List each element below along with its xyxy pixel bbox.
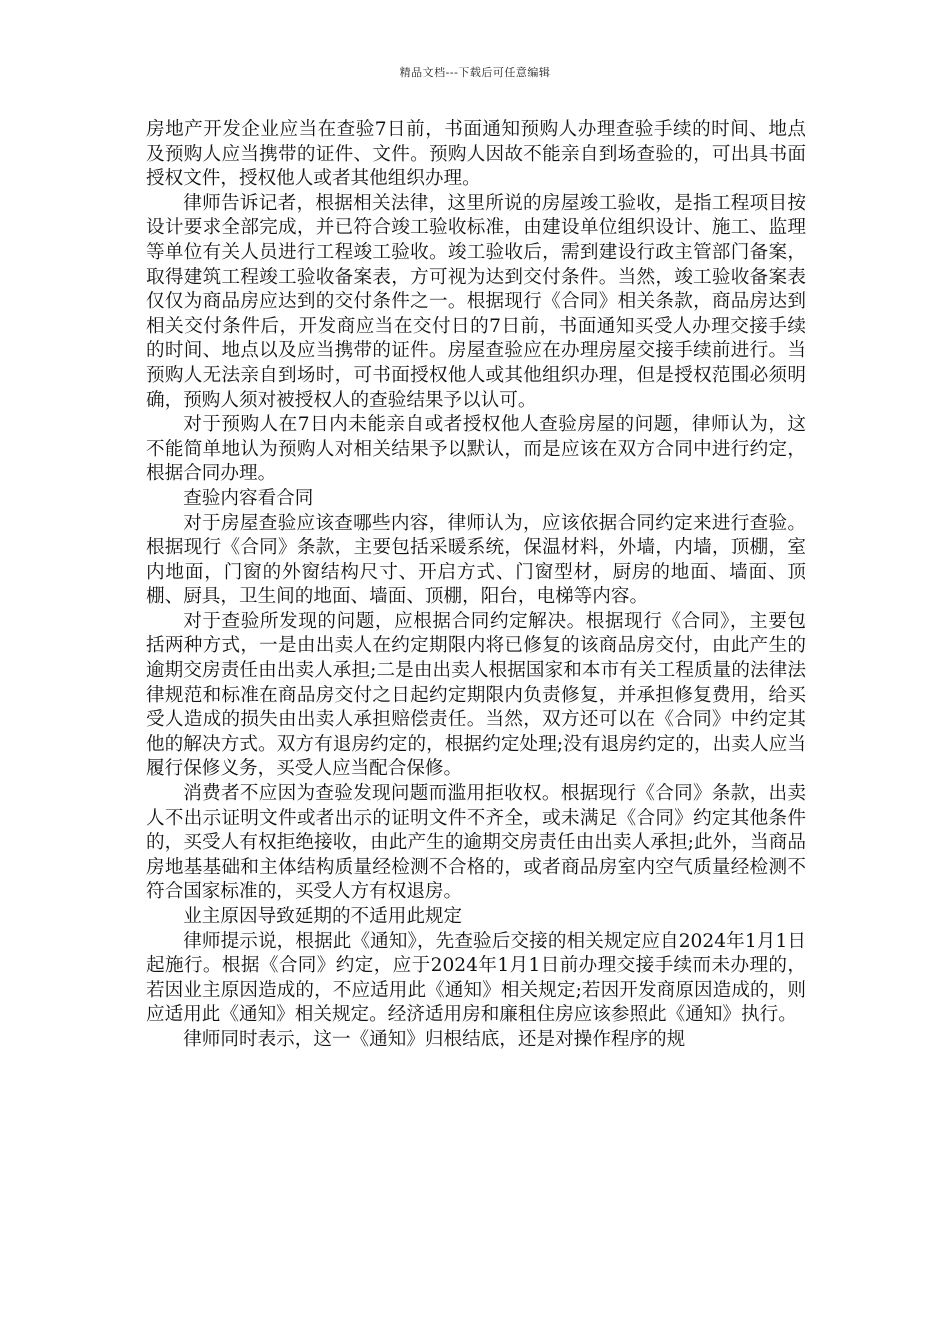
paragraph: 对于房屋查验应该查哪些内容，律师认为，应该依据合同约定来进行查验。根据现行《合同》条款，主要包括采暖系统，保温材料，外墙，内墙，顶棚，室内地面，门窗的外窗结构尺寸、开启方式、门窗型材，厨房的地面、墙面、顶棚、厨具，卫生间的地面、墙面、顶棚，阳台，电梯等内容。: [146, 512, 806, 608]
section-heading: 查验内容看合同: [183, 487, 314, 509]
paragraph: 律师告诉记者，根据相关法律，这里所说的房屋竣工验收，是指工程项目按设计要求全部完成，并已符合竣工验收标准，由建设单位组织设计、施工、监理等单位有关人员进行工程竣工验收。竣工验收后，需到建设行政主管部门备案，取得建筑工程竣工验收备案表，方可视为达到交付条件。当然，竣工验收备案表仅仅为商品房应达到的交付条件之一。根据现行《合同》相关条款，商品房达到相关交付条件后，开发商应当在交付日的7日前，书面通知买受人办理交接手续的时间、地点以及应当携带的证件。房屋查验应在办理房屋交接手续前进行。当预购人无法亲自到场时，可书面授权他人或其他组织办理，但是授权范围必须明确，预购人须对被授权人的查验结果予以认可。: [146, 192, 806, 411]
page-header: 精品文档---下载后可任意编辑: [399, 66, 551, 79]
paragraph: 律师提示说，根据此《通知》，先查验后交接的相关规定应自2024年1月1日起施行。根据《合同》约定，应于2024年1月1日前办理交接手续而未办理的，若因业主原因造成的，不应适用此《通知》相关规定;若因开发商原因造成的，则应适用此《通知》相关规定。经济适用房和廉租住房应该参照此《通知》执行。: [146, 930, 806, 1026]
paragraph: 对于查验所发现的问题，应根据合同约定解决。根据现行《合同》，主要包括两种方式，一是由出卖人在约定期限内将已修复的该商品房交付，由此产生的逾期交房责任由出卖人承担;二是由出卖人根据国家和本市有关工程质量的法律法律规范和标准在商品房交付之日起约定期限内负责修复，并承担修复费用，给买受人造成的损失由出卖人承担赔偿责任。当然，双方还可以在《合同》中约定其他的解决方式。双方有退房约定的，根据约定处理;没有退房约定的，出卖人应当履行保修义务，买受人应当配合保修。: [146, 610, 806, 780]
section-heading: 业主原因导致延期的不适用此规定: [183, 906, 463, 927]
paragraph: 律师同时表示，这一《通知》归根结底，还是对操作程序的规: [183, 1028, 686, 1050]
paragraph: 消费者不应因为查验发现问题而滥用拒收权。根据现行《合同》条款，出卖人不出示证明文件或者出示的证明文件不齐全，或未满足《合同》约定其他条件的，买受人有权拒绝接收，由此产生的逾期交房责任由出卖人承担;此外，当商品房地基基础和主体结构质量经检测不合格的，或者商品房室内空气质量经检测不符合国家标准的，买受人方有权退房。: [146, 783, 806, 903]
paragraph: 对于预购人在7日内未能亲自或者授权他人查验房屋的问题，律师认为，这不能简单地认为预购人对相关结果予以默认，而是应该在双方合同中进行约定，根据合同办理。: [146, 414, 806, 485]
document-body: [146, 118, 806, 1053]
paragraph: 房地产开发企业应当在查验7日前，书面通知预购人办理查验手续的时间、地点及预购人应当携带的证件、文件。预购人因故不能亲自到场查验的，可出具书面授权文件，授权他人或者其他组织办理。: [146, 119, 806, 190]
